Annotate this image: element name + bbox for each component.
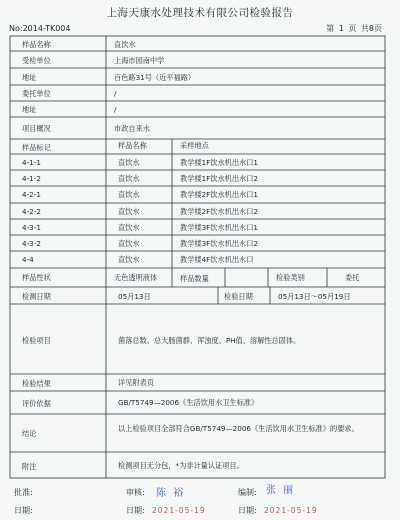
result-label: 检验结果 — [22, 379, 51, 388]
commission-address-label: 地址 — [22, 105, 37, 114]
sample-row-name: 直饮水 — [118, 223, 140, 232]
quantity-label: 样品数量 — [180, 274, 209, 283]
sample-mark: 4-3-1 — [22, 223, 41, 232]
sample-mark-header: 样品标记 — [22, 143, 51, 152]
sample-row-location: 教学楼1F饮水机出水口2 — [180, 174, 258, 183]
project-overview-value: 市政自来水 — [114, 124, 150, 133]
traits-value: 无色透明液体 — [114, 273, 158, 282]
note-value: 检测项目无分包，*为非计量认证项目。 — [118, 461, 244, 470]
sample-mark: 4-2-1 — [22, 190, 41, 199]
commission-unit-value: / — [114, 89, 117, 98]
client-address-value: 百色路31号（近平福路） — [114, 73, 196, 82]
basis-value: GB/T5749—2006《生活饮用水卫生标准》 — [118, 398, 259, 407]
sample-name-header: 样品名称 — [118, 141, 147, 150]
conclusion-value: 以上检验项目全部符合GB/T5749—2006《生活饮用水卫生标准》的要求。 — [118, 424, 359, 433]
compile-date-stamp: 2021-05-19 — [264, 506, 318, 515]
sample-row-location: 教学楼3F饮水机出水口2 — [180, 239, 258, 248]
sample-row-name: 直饮水 — [118, 158, 140, 167]
report-title: 上海天康水处理技术有限公司检验报告 — [106, 7, 294, 19]
page-info-unit: 页 — [348, 24, 357, 33]
sample-row-location: 教学楼1F饮水机出水口1 — [180, 158, 258, 167]
review-date-label: 日期: — [126, 506, 145, 515]
page-number: 1 — [338, 24, 344, 33]
client-unit-value: 上海市园南中学 — [114, 56, 165, 65]
approve-label: 批准: — [14, 488, 33, 497]
sample-location-header: 采样地点 — [180, 141, 209, 150]
sample-row-location: 教学楼3F饮水机出水口1 — [180, 223, 258, 232]
conclusion-label: 结论 — [22, 429, 37, 438]
check-date-value: 05月13日～05月19日 — [278, 292, 351, 301]
page-total: 共8页 — [360, 24, 382, 33]
commission-address-value: / — [114, 105, 117, 114]
compile-date-label: 日期: — [238, 506, 257, 515]
compiler-signature: 张 丽 — [266, 485, 296, 496]
sample-mark: 4-4 — [22, 255, 34, 264]
review-date-stamp: 2021-05-19 — [152, 506, 206, 515]
sample-name-label: 样品名称 — [22, 40, 51, 49]
reviewer-signature: 陈 裕 — [156, 488, 186, 499]
page-info-prefix: 第 — [326, 24, 335, 33]
result-value: 详见附表页 — [118, 378, 154, 387]
compile-label: 编制: — [238, 488, 257, 497]
sample-mark: 4-2-2 — [22, 207, 41, 216]
commission-unit-label: 委托单位 — [22, 89, 51, 98]
document-number: No:2014-TK004 — [9, 24, 71, 33]
sample-row-name: 直饮水 — [118, 255, 140, 264]
sample-mark: 4-3-2 — [22, 239, 41, 248]
sample-name-value: 直饮水 — [114, 40, 136, 49]
inspection-type-label: 检验类别 — [276, 273, 305, 282]
client-address-label: 地址 — [22, 73, 37, 82]
note-label: 附注 — [22, 462, 37, 471]
inspection-items-value: 菌落总数、总大肠菌群、浑浊度、PH值、溶解性总固体。 — [118, 336, 301, 345]
sample-row-name: 直饮水 — [118, 239, 140, 248]
approve-date-label: 日期: — [14, 506, 33, 515]
test-date-label: 检测日期 — [22, 292, 51, 301]
sample-row-name: 直饮水 — [118, 174, 140, 183]
test-date-value: 05月13日 — [118, 292, 151, 301]
inspection-type-value: 委托 — [345, 273, 360, 282]
traits-label: 样品性状 — [22, 273, 51, 282]
basis-label: 评价依据 — [22, 399, 51, 408]
client-unit-label: 受检单位 — [22, 56, 51, 65]
sample-row-name: 直饮水 — [118, 207, 140, 216]
project-overview-label: 项目概况 — [22, 124, 51, 133]
sample-mark: 4-1-1 — [22, 158, 41, 167]
review-label: 审核: — [126, 488, 145, 497]
sample-row-location: 教学楼2F饮水机出水口2 — [180, 207, 258, 216]
sample-row-location: 教学楼2F饮水机出水口1 — [180, 190, 258, 199]
sample-mark: 4-1-2 — [22, 174, 41, 183]
sample-row-name: 直饮水 — [118, 190, 140, 199]
sample-row-location: 教学楼4F饮水机出水口 — [180, 255, 254, 264]
check-date-label: 检验日期 — [224, 292, 253, 301]
inspection-items-label: 检验项目 — [22, 336, 51, 345]
